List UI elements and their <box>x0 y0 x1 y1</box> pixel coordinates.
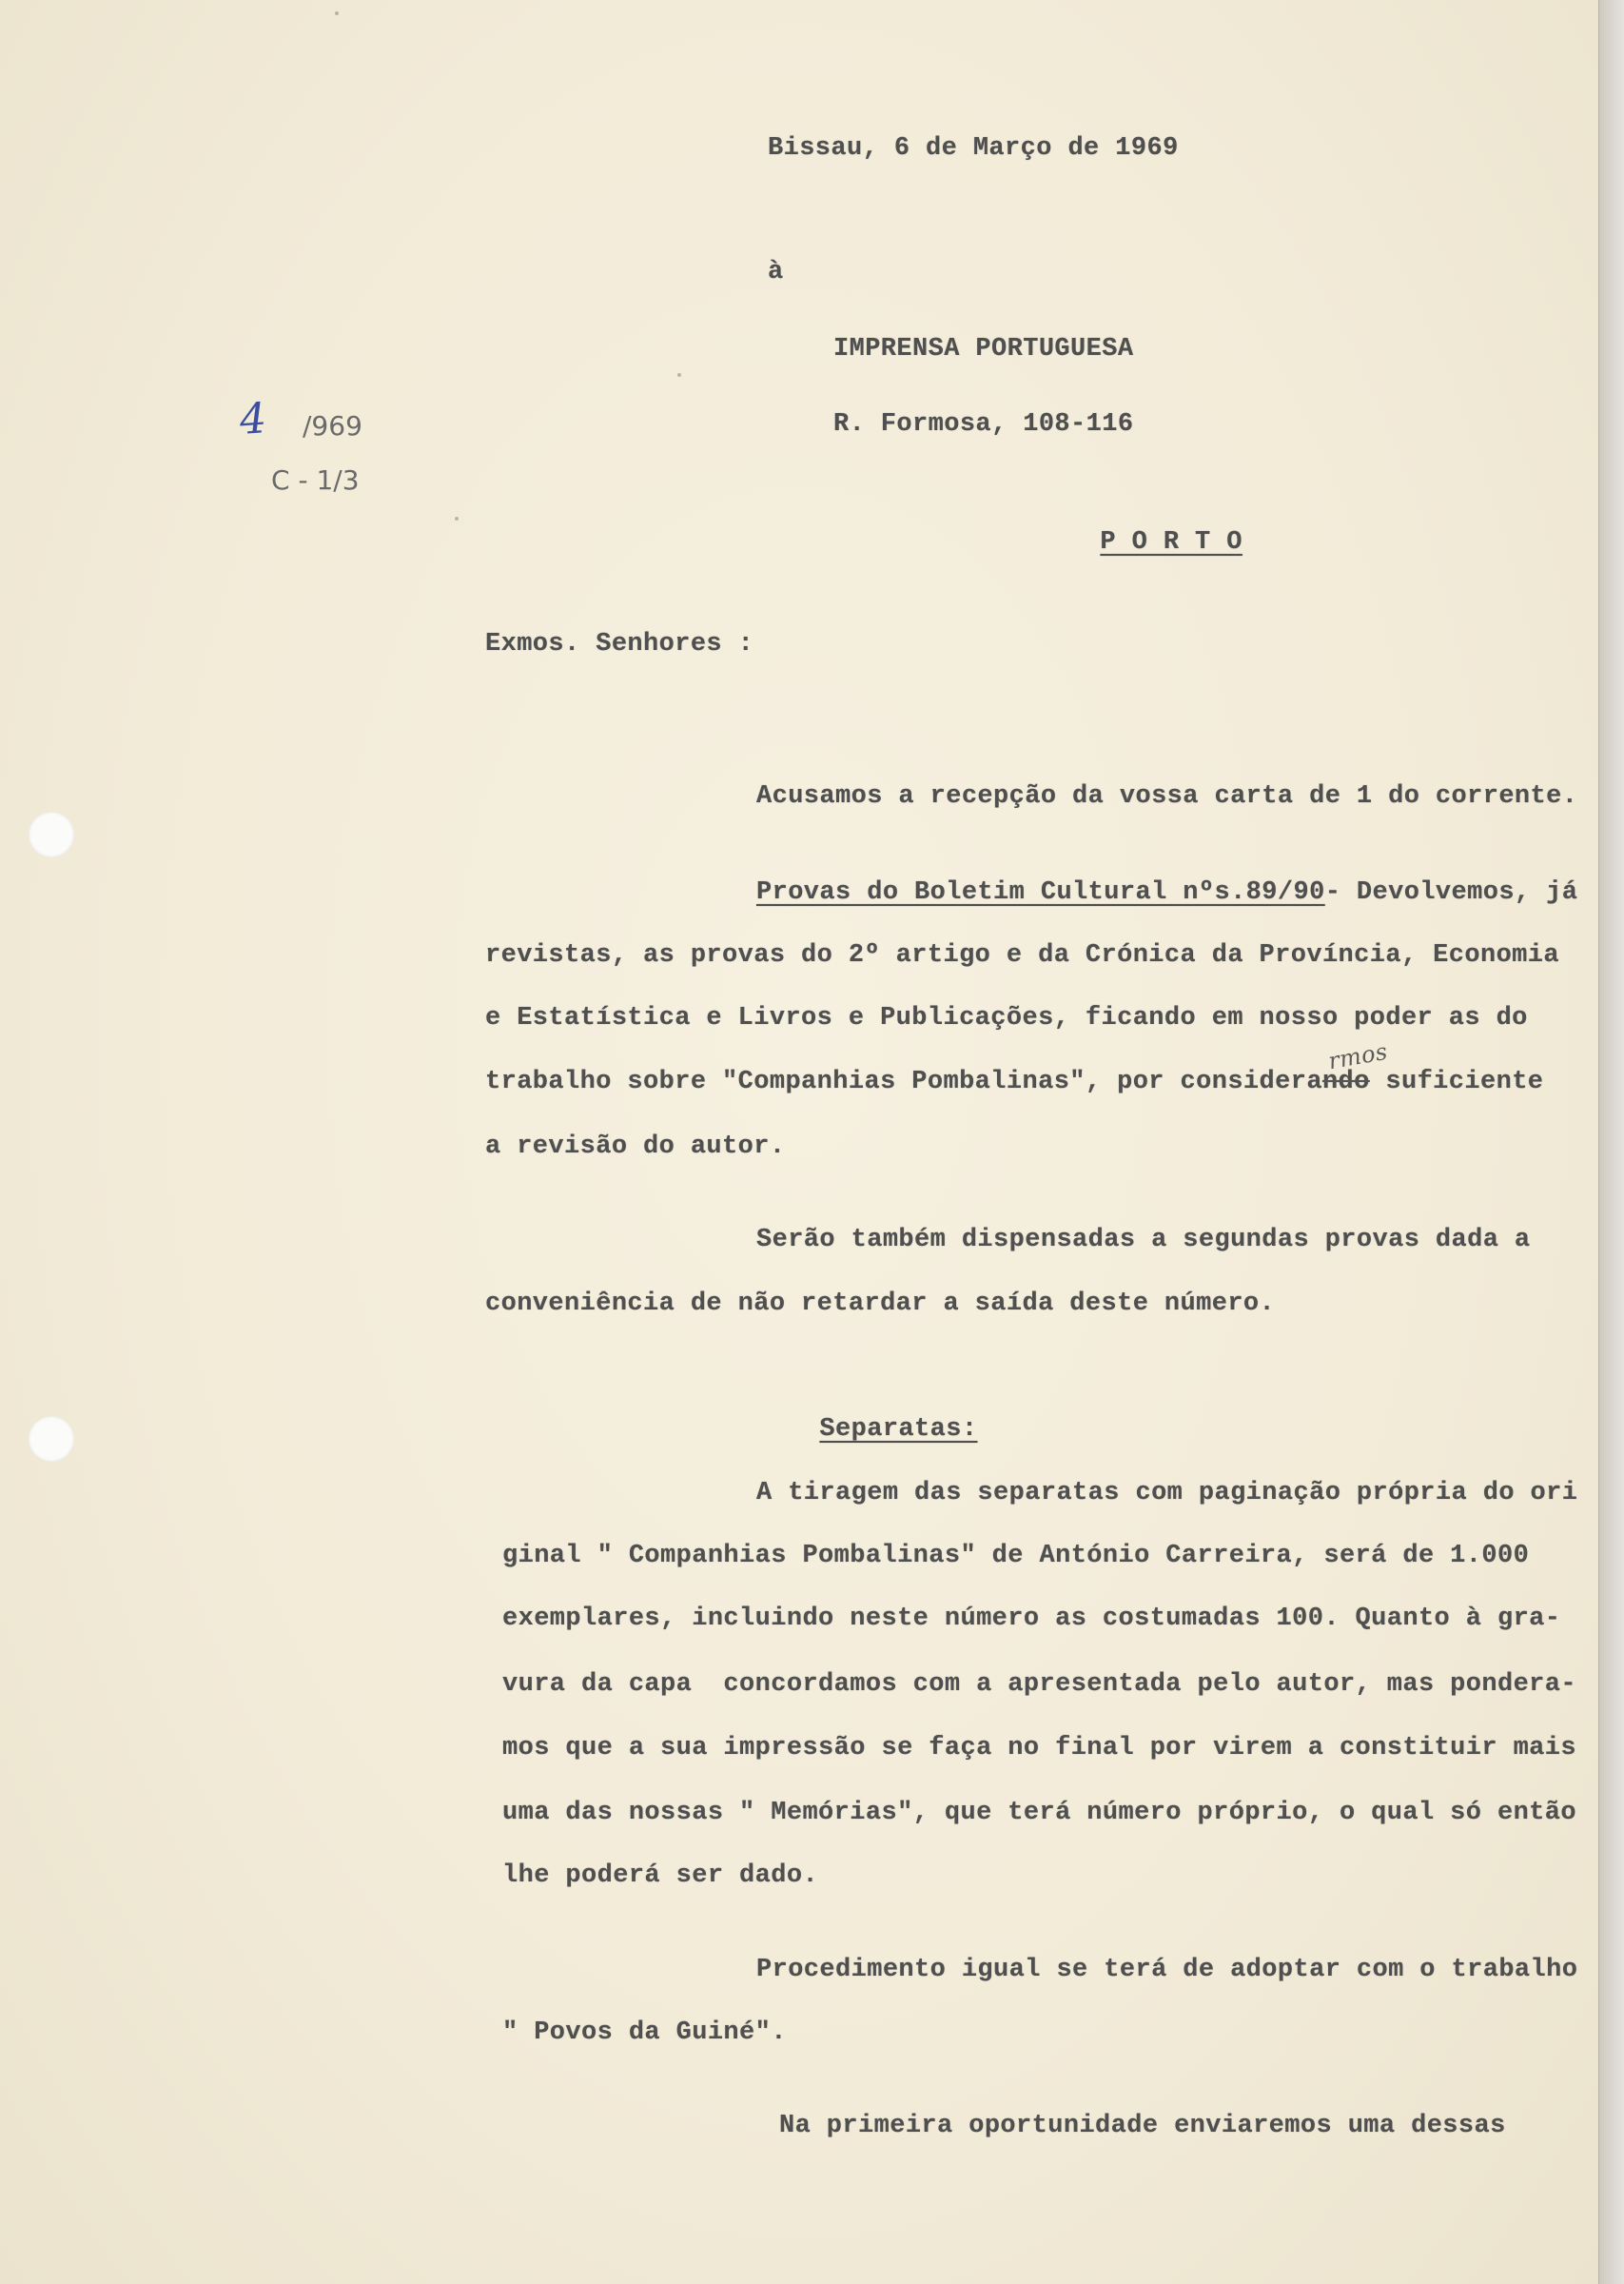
paragraph-3-line-2: conveniência de não retardar a saída deste número. <box>485 1290 1276 1318</box>
punch-hole <box>29 812 74 857</box>
paragraph-4-line-1: A tiragem das separatas com paginação própria do ori <box>756 1479 1578 1507</box>
punch-hole <box>29 1416 74 1462</box>
paragraph-2-line-2: revistas, as provas do 2º artigo e da Crónica da Província, Economia <box>485 941 1559 970</box>
paper-speck <box>455 517 459 521</box>
struck-text <box>1321 1037 1390 1096</box>
letter-date: Bissau, 6 de Março de 1969 <box>768 134 1179 163</box>
section-heading <box>756 1381 977 1478</box>
paragraph-5-line-2: " Povos da Guiné". <box>502 2018 787 2047</box>
addressee-prefix: à <box>768 258 784 286</box>
reference-handwritten-number: 4 <box>238 394 268 444</box>
paper-speck <box>677 373 681 377</box>
paragraph-1: Acusamos a recepção da vossa carta de 1 do corrente. <box>756 782 1578 811</box>
recipient-city-text: P O R T O <box>1100 528 1242 557</box>
paragraph-2-line-1-rest: - Devolvemos, já <box>1324 878 1578 907</box>
recipient-name: IMPRENSA PORTUGUESA <box>833 335 1134 364</box>
paragraph-4-line-2: ginal " Companhias Pombalinas" de António Carreira, será de 1.000 <box>502 1542 1530 1570</box>
paragraph-4-line-4: vura da capa concordamos com a apresentada pelo autor, mas pondera- <box>502 1670 1576 1699</box>
paragraph-2-line-4-suffix: suficiente <box>1369 1068 1544 1096</box>
paragraph-2-line-3: e Estatística e Livros e Publicações, ficando em nosso poder as do <box>485 1004 1528 1033</box>
reference-year: /969 <box>303 410 362 442</box>
paragraph-2-line-4-prefix: trabalho sobre "Companhias Pombalinas", por considera <box>485 1068 1322 1096</box>
recipient-city <box>1037 494 1242 591</box>
handwritten-correction: rmos <box>1325 1037 1390 1075</box>
paragraph-4-line-6: uma das nossas " Memórias", que terá número próprio, o qual só então <box>502 1799 1576 1827</box>
paragraph-2-line-1 <box>756 876 1577 909</box>
paragraph-4-line-5: mos que a sua impressão se faça no final por virem a constituir mais <box>502 1734 1576 1762</box>
salutation: Exmos. Senhores : <box>485 630 754 659</box>
struck-text-value: ndo <box>1321 1068 1370 1096</box>
paragraph-2-line-5: a revisão do autor. <box>485 1132 786 1161</box>
scan-background-edge <box>1599 0 1624 2284</box>
paragraph-4-line-7: lhe poderá ser dado. <box>502 1861 819 1890</box>
paragraph-2-line-4 <box>485 1037 1544 1098</box>
paper-speck <box>335 11 339 15</box>
paragraph-4-line-3: exemplares, incluindo neste número as costumadas 100. Quanto à gra- <box>502 1605 1561 1633</box>
recipient-street: R. Formosa, 108-116 <box>833 410 1134 439</box>
reference-code: C - 1/3 <box>271 464 360 496</box>
paragraph-3-line-1: Serão também dispensadas a segundas provas dada a <box>756 1226 1531 1254</box>
paragraph-5-line-1: Procedimento igual se terá de adoptar com o trabalho <box>756 1956 1578 1984</box>
section-heading-text: Separatas: <box>819 1415 978 1444</box>
paragraph-6-line-1: Na primeira oportunidade enviaremos uma dessas <box>779 2112 1506 2140</box>
paragraph-2-heading: Provas do Boletim Cultural nºs.89/90 <box>756 878 1325 907</box>
